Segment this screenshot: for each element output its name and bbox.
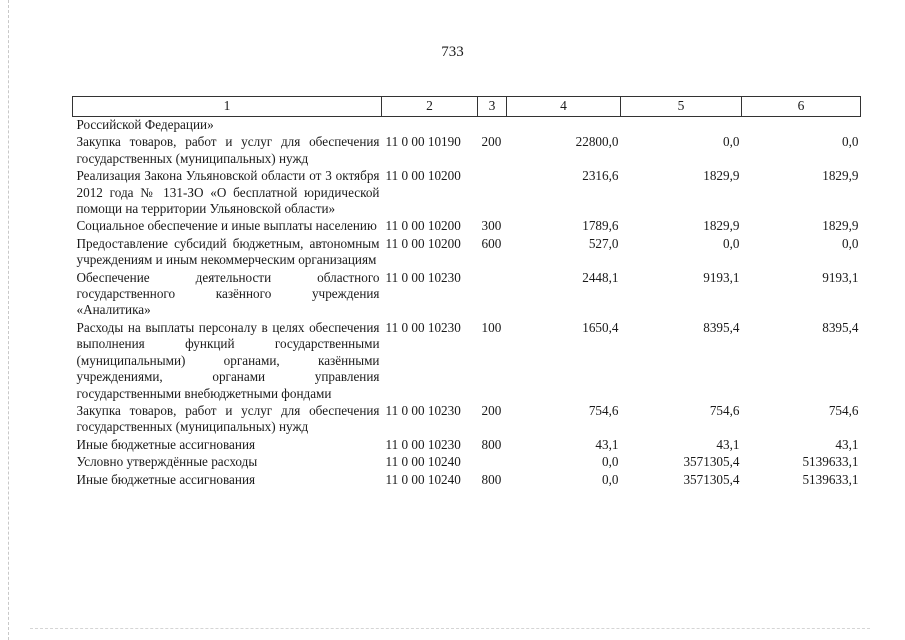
row-value-4: 43,1: [595, 436, 619, 452]
row-name: Российской Федерации»: [76, 117, 214, 132]
page-number: 733: [441, 44, 464, 60]
header-col-2: 2: [382, 97, 478, 117]
row-value-5: 754,6: [709, 402, 740, 418]
row-csr: 11 0 00 10200: [385, 168, 461, 184]
row-name: Закупка товаров, работ и услуг для обеспечения государственных (муниципальных) нужд: [76, 134, 380, 166]
row-value-4: 22800,0: [575, 134, 619, 150]
table-row: [73, 134, 861, 168]
row-csr: 11 0 00 10200: [385, 235, 461, 251]
row-value-5: 3571305,4: [683, 471, 740, 487]
row-value-6: 5139633,1: [802, 471, 859, 487]
table-row: [73, 117, 861, 135]
row-value-5: 0,0: [723, 134, 740, 150]
scan-bottom-line: [30, 628, 870, 629]
budget-table: [72, 96, 861, 489]
row-csr: 11 0 00 10240: [385, 454, 461, 470]
table-row: [73, 270, 861, 320]
row-value-4: 2316,6: [582, 168, 619, 184]
row-name: Реализация Закона Ульяновской области от 3 октября 2012 года № 131-ЗО «О бесплатной юридической помощи на территории Ульяновской области»: [76, 168, 380, 217]
row-name: Социальное обеспечение и иные выплаты населению: [76, 218, 377, 234]
row-value-5: 9193,1: [703, 269, 740, 285]
row-value-4: 1789,6: [582, 218, 619, 234]
row-csr: 11 0 00 10230: [385, 436, 461, 452]
row-value-4: 2448,1: [582, 269, 619, 285]
table-row: [73, 437, 861, 454]
row-value-5: 3571305,4: [683, 454, 740, 470]
row-csr: 11 0 00 10230: [385, 319, 461, 335]
header-col-1: 1: [73, 97, 382, 117]
row-value-6: 754,6: [828, 402, 859, 418]
row-vr: [478, 270, 507, 320]
row-value-4: 1650,4: [582, 319, 619, 335]
table-row: [73, 403, 861, 437]
row-vr: [478, 454, 507, 471]
scan-margin-line: [8, 0, 9, 640]
row-csr: 11 0 00 10230: [385, 402, 461, 418]
table-row: [73, 218, 861, 235]
row-value-6: 0,0: [842, 134, 859, 150]
row-name: Предоставление субсидий бюджетным, автономным учреждениям и иным некоммерческим организациям: [76, 235, 380, 268]
row-name: Расходы на выплаты персоналу в целях обеспечения выполнения функций государственными (муниципальными) органами, казёнными учреждениями, органами управления государственными внебюджетными фондами: [76, 319, 380, 401]
row-value-6: 0,0: [842, 235, 859, 251]
row-value-6: 8395,4: [822, 319, 859, 335]
row-value-5: 1829,9: [703, 168, 740, 184]
table-row: [73, 454, 861, 471]
header-col-6: 6: [742, 97, 861, 117]
table-body: [73, 117, 861, 489]
table-row: [73, 236, 861, 270]
row-name: Иные бюджетные ассигнования: [76, 436, 256, 452]
table-header: [73, 97, 861, 117]
row-value-4: 0,0: [602, 471, 619, 487]
row-name: Условно утверждённые расходы: [76, 454, 258, 470]
table-row: [73, 472, 861, 489]
header-row: [73, 97, 861, 117]
row-value-6: [742, 117, 861, 135]
row-csr: [382, 117, 478, 135]
table-row: [73, 168, 861, 218]
row-csr: 11 0 00 10240: [385, 471, 461, 487]
row-value-4: 754,6: [588, 402, 619, 418]
row-name: Закупка товаров, работ и услуг для обеспечения государственных (муниципальных) нужд: [76, 402, 380, 435]
row-name: Обеспечение деятельности областного государственного казённого учреждения «Аналитика»: [76, 269, 380, 318]
row-value-5: 8395,4: [703, 319, 740, 335]
row-name: Иные бюджетные ассигнования: [76, 471, 256, 487]
row-vr: 800: [481, 471, 502, 487]
row-value-4: [507, 117, 621, 135]
row-value-6: 1829,9: [822, 168, 859, 184]
row-value-5: 1829,9: [703, 218, 740, 234]
row-value-5: 43,1: [716, 436, 740, 452]
row-vr: 100: [481, 319, 502, 335]
row-value-6: 1829,9: [822, 218, 859, 234]
row-vr: 200: [481, 402, 502, 418]
row-vr: [478, 117, 507, 135]
row-vr: 800: [481, 436, 502, 452]
row-csr: 11 0 00 10230: [385, 269, 461, 285]
row-value-6: 9193,1: [822, 269, 859, 285]
row-vr: 300: [481, 218, 502, 234]
row-value-4: 527,0: [588, 235, 619, 251]
row-csr: 11 0 00 10190: [385, 134, 461, 150]
row-value-5: 0,0: [723, 235, 740, 251]
row-vr: 200: [481, 134, 502, 150]
row-value-6: 5139633,1: [802, 454, 859, 470]
header-col-4: 4: [507, 97, 621, 117]
header-col-3: 3: [478, 97, 507, 117]
table-row: [73, 320, 861, 403]
row-value-5: [621, 117, 742, 135]
row-vr: 600: [481, 235, 502, 251]
row-csr: 11 0 00 10200: [385, 218, 461, 234]
header-col-5: 5: [621, 97, 742, 117]
row-value-4: 0,0: [602, 454, 619, 470]
row-value-6: 43,1: [835, 436, 859, 452]
row-vr: [478, 168, 507, 218]
